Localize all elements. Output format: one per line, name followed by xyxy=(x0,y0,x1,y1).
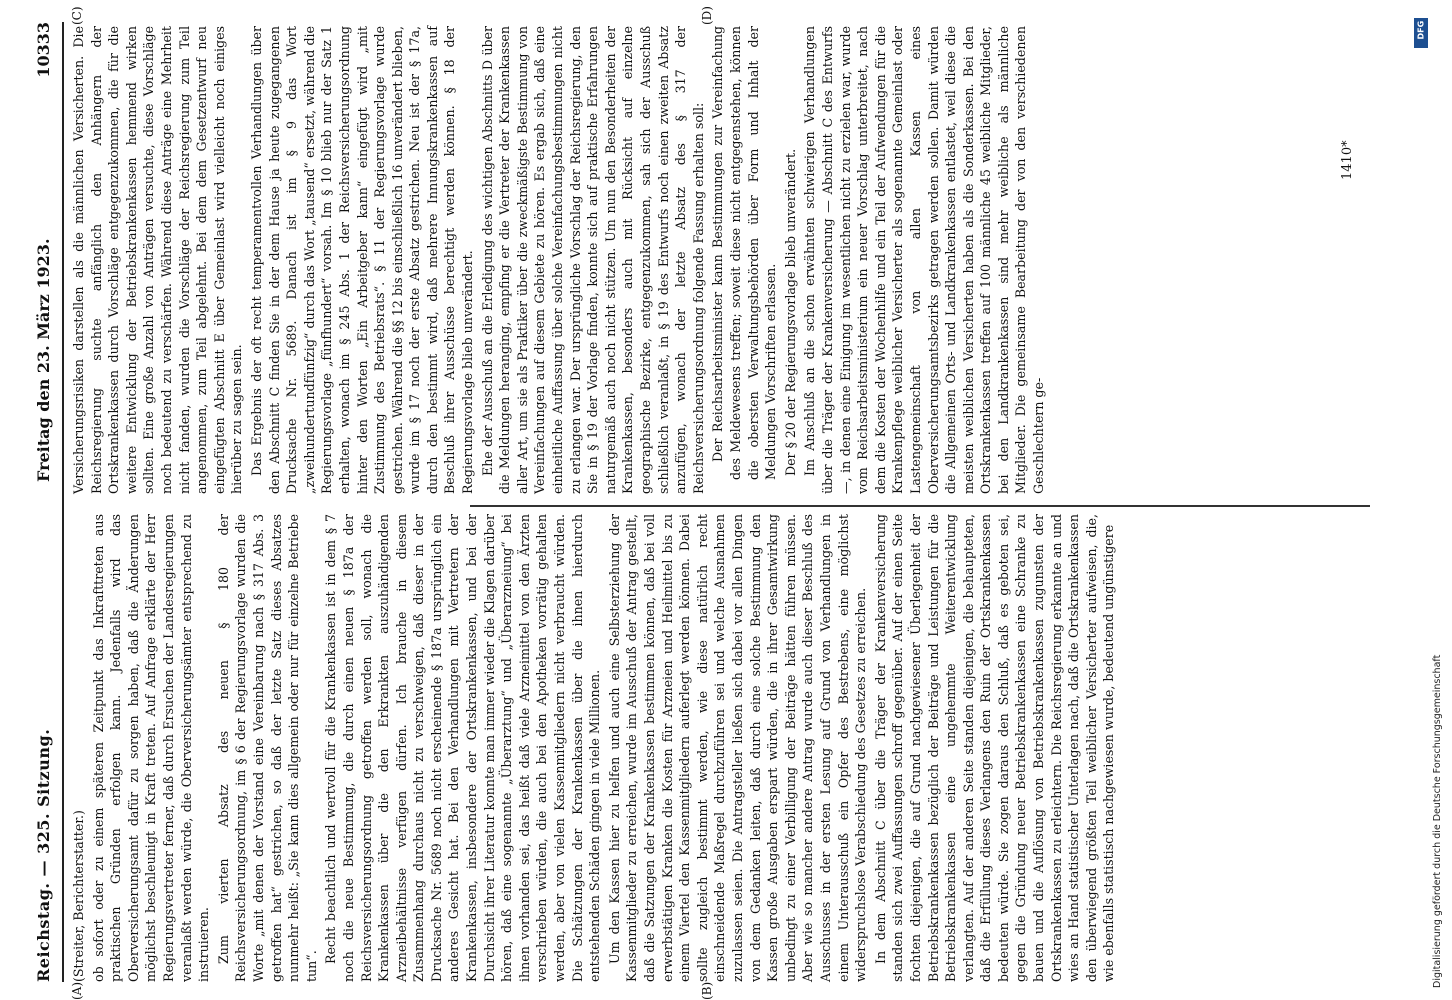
paragraph: Versicherungsrisiken darstellen als die männlichen Versicherten. Die Reichsregierung suchte anfänglich den Anhängern der Ortskrankenkassen durch Vorschläge entgegenzukommen, die für die weitere Entwicklung der Betriebskrankenkassen hemmend wirken sollten. Eine große Anzahl von Anträgen versuchte, diese Vorschläge noch bedeutend zu verschärfen. Während diese Anträge eine Mehrheit nicht fanden, wurden die Vorschläge der Reichsregierung zum Teil angenommen, zum Teil abgelehnt. Bei dem dem Gesetzentwurf neu eingefügten Abschnitt E über Gemeinlast wird vielleicht noch einiges hierüber zu sagen sein. xyxy=(71,26,245,494)
paragraph: Der § 20 der Regierungsvorlage blieb unverändert. xyxy=(782,148,798,476)
header-left: Reichstag. — 325. Sitzung. xyxy=(34,728,53,982)
header-page-number: 10333 xyxy=(34,22,53,78)
dfg-logo: DFG xyxy=(1414,18,1428,48)
paragraph: In dem Abschnitt C über die Träger der Krankenversicherung standen sich zwei Auffassungen schroff gegenüber. Auf der einen Seite fochten diejenigen, die auf Grund nachgewiesener Überlegenheit der Betriebskrankenkassen bezüglich der Beiträge und Leistungen für die Betriebskrankenkassen eine ungehemmte Weiterentwicklung verlangten. Auf der anderen Seite standen diejenigen, die behaupteten, daß die Erfüllung dieses Verlangens den Ruin der Ortskrankenkassen bedeuten würde. Sie zogen daraus den Schluß, daß es geboten sei, gegen die Gründung neuer Betriebskrankenkassen eine Schranke zu bauen und die Auflösung von Betriebskrankenkassen zugunsten der Ortskrankenkassen zu erleichtern. Die Reichsregierung erkannte an und wies an Hand statistischer Unterlagen nach, daß die Ortskrankenkassen den überwiegend größten Teil weiblicher Versicherter aufweisen, die, wie ebenfalls statistisch nachgewiesen wurde, bedeutend ungünstigere xyxy=(872,514,1117,982)
speaker-note: (Streiter, Berichterstatter.) xyxy=(71,810,86,982)
paragraph: Zum vierten Absatz des neuen § 180 der Reichsversicherungsordnung, im § 6 der Regierungsvorlage wurden die Worte „mit denen der Vorstand eine Vereinbarung nach § 317 Abs. 3 getroffen hat“ gestrichen, so daß der letzte Satz dieses Absatzes nunmehr heißt: „Sie kann dies allgemein oder nur für einzelne Betriebe tun“. xyxy=(215,514,319,982)
right-column xyxy=(70,26,1050,494)
margin-marker-b: (B) xyxy=(700,981,714,1000)
margin-marker-c: (C) xyxy=(70,6,84,25)
column-separator xyxy=(470,506,1370,508)
margin-marker-a: (A) xyxy=(70,981,84,1000)
page-header xyxy=(30,22,60,982)
quoted-provision: Der Reichsarbeitsminister kann Bestimmungen zur Vereinfachung des Meldewesens treffen; soweit diese nicht entgegenstehen, können die obersten Verwaltungsbehörden über Form und Inhalt der Meldungen Vorschriften erlassen. xyxy=(710,26,779,480)
digitization-credit: Digitalisierung gefördert durch die Deutsche Forschungsgemeinschaft xyxy=(1432,654,1443,988)
paragraph: Um den Kassen hier zu helfen und auch eine Selbsterziehung der Kassenmitglieder zu erreichen, wurde im Ausschuß der Antrag gestellt, daß die Satzungen der Krankenkassen bestimmen können, daß bei voll erwerbstätigen Kranken die Kosten für Arzneien und Heilmittel bis zu einem Viertel den Kassenmitgliedern auferlegt werden können. Dabei sollte zugleich bestimmt werden, wie diese natürlich recht einschneidende Maßregel durchzuführen sei und welche Ausnahmen zuzulassen seien. Die Antragsteller ließen sich dabei vor allen Dingen von dem Gedanken leiten, daß durch eine solche Bestimmung den Kassen große Ausgaben erspart würden, die in ihrer Gesamtwirkung unbedingt zu einer Verbilligung der Beiträge hätten führen müssen. Aber wie so mancher andere Antrag wurde auch dieser Beschluß des Ausschusses in der ersten Lesung auf Grund von Verhandlungen in einem Unterausschuß ein Opfer des Bestrebens, eine möglichst widerspruchslose Verabschiedung des Gesetzes zu erreichen. xyxy=(606,514,869,982)
margin-marker-d: (D) xyxy=(700,6,714,25)
header-rule xyxy=(62,22,64,982)
digitization-note xyxy=(1410,8,1443,992)
paragraph: Ehe der Ausschuß an die Erledigung des wichtigen Abschnitts D über die Meldungen heranging, empfing er die Vertreter der Krankenkassen aller Art, um sie als Praktiker über die zweckmäßigste Bestimmung von Vereinfachungen auf diesem Gebiete zu hören. Es ergab sich, daß eine einheitliche Auffassung über solche Vereinfachungsbestimmungen nicht zu erlangen war. Der ursprüngliche Vorschlag der Reichsregierung, den Sie in § 19 der Vorlage finden, konnte sich auf praktische Erfahrungen naturgemäß auch noch nicht stützen. Um nun den Besonderheiten der Krankenkassen, besonders auch mit Rücksicht auf einzelne geographische Bezirke, entgegenzukommen, sah sich der Ausschuß schließlich veranlaßt, in § 19 des Entwurfs noch einen zweiten Absatz anzufügen, wonach der letzte Absatz des § 317 der Reichsversicherungsordnung folgende Fassung erhalten soll: xyxy=(479,26,706,494)
header-date: Freitag den 23. März 1923. xyxy=(34,238,53,482)
paragraph: Im Anschluß an die schon erwähnten schwierigen Verhandlungen über die Träger der Krankenversicherung — Abschnitt C des Entwurfs —, in denen eine Einigung im wesentlichen nicht zu erzielen war, wurde vom Reichsarbeitsministerium ein neuer Vorschlag unterbreitet, nach dem die Kosten der Wochenhilfe und ein Teil der Aufwendungen für die Krankenpflege weiblicher Versicherter als sogenannte Gemeinlast oder Lastengemeinschaft von allen Kassen eines Oberversicherungsamtsbezirks getragen werden sollen. Damit würden die Allgemeinen Orts- und Landkrankenkassen entlastet, weil diese die meisten weiblichen Versicherten haben als die Sonderkassen. Bei den Ortskrankenkassen treffen auf 100 männliche 45 weibliche Mitglieder, bei den Landkrankenkassen sind mehr weibliche als männliche Mitglieder. Die gemeinsame Bearbeitung der von den verschiedenen Geschlechtern ge- xyxy=(802,26,1047,494)
left-column xyxy=(70,514,1120,982)
paragraph: Recht beachtlich und wertvoll für die Krankenkassen ist in dem § 7 noch die neue Bestimmung, die durch einen neuen § 187a der Reichsversicherungsordnung getroffen werden soll, wonach die Krankenkassen über die den Erkrankten auszuhändigenden Arzneibehältnisse verfügen dürfen. Ich brauche in diesem Zusammenhang durchaus nicht zu verschweigen, daß dieser in der Drucksache Nr. 5689 noch nicht erscheinende § 187a ursprünglich ein anderes Gesicht hat. Bei den Verhandlungen mit Vertretern der Krankenkassen, insbesondere der Ortskrankenkassen, und bei der Durchsicht ihrer Literatur konnte man immer wieder die Klagen darüber hören, daß eine sogenannte „Überarztung“ und „Überarzneiung“ bei ihnen vorhanden sei, das heißt daß viele Arzneimittel von den Ärzten verschrieben würden, die auch bei den Apotheken vorrätig gehalten werden, aber von vielen Kassenmitgliedern nicht verbraucht würden. Die Schätzungen der Krankenkassen über die ihnen hierdurch entstehenden Schäden gingen in viele Millionen. xyxy=(323,514,603,982)
paragraph: Das Ergebnis der oft recht temperamentvollen Verhandlungen über den Abschnitt C finden Sie in der dem Hause ja heute zugegangenen Drucksache Nr. 5689. Danach ist im § 9 das Wort „zweihundertundfünfzig“ durch das Wort „tausend“ ersetzt, während die Regierungsvorlage „fünfhundert“ vorsah. Im § 10 blieb nur der Satz 1 erhalten, wonach im § 245 Abs. 1 der Reichsversicherungsordnung hinter den Worten „Ein Arbeitgeber kann“ eingefügt wird „mit Zustimmung des Betriebsrats“. § 11 der Regierungsvorlage wurde gestrichen. Während die §§ 12 bis einschließlich 16 unverändert blieben, wurde im § 17 noch der erste Absatz gestrichen. Neu ist der § 17a, durch den bestimmt wird, daß mehrere Innungskrankenkassen auf Beschluß ihrer Ausschüsse berechtigt werden können. § 18 der Regierungsvorlage blieb unverändert. xyxy=(248,26,476,494)
paragraph: ob sofort oder zu einem späteren Zeitpunkt das Inkrafttreten aus praktischen Gründen erfolgen kann. Jedenfalls wird das Oberversicherungsamt dafür zu sorgen haben, daß die Änderungen möglichst beschleunigt in Kraft treten. Auf Anfrage erklärte der Herr Regierungsvertreter ferner, daß durch Ersuchen der Landesregierungen veranlaßt werden würde, die Oberversicherungsämter entsprechend zu instruieren. xyxy=(90,514,212,982)
sheet-number: 1410* xyxy=(1340,140,1355,180)
